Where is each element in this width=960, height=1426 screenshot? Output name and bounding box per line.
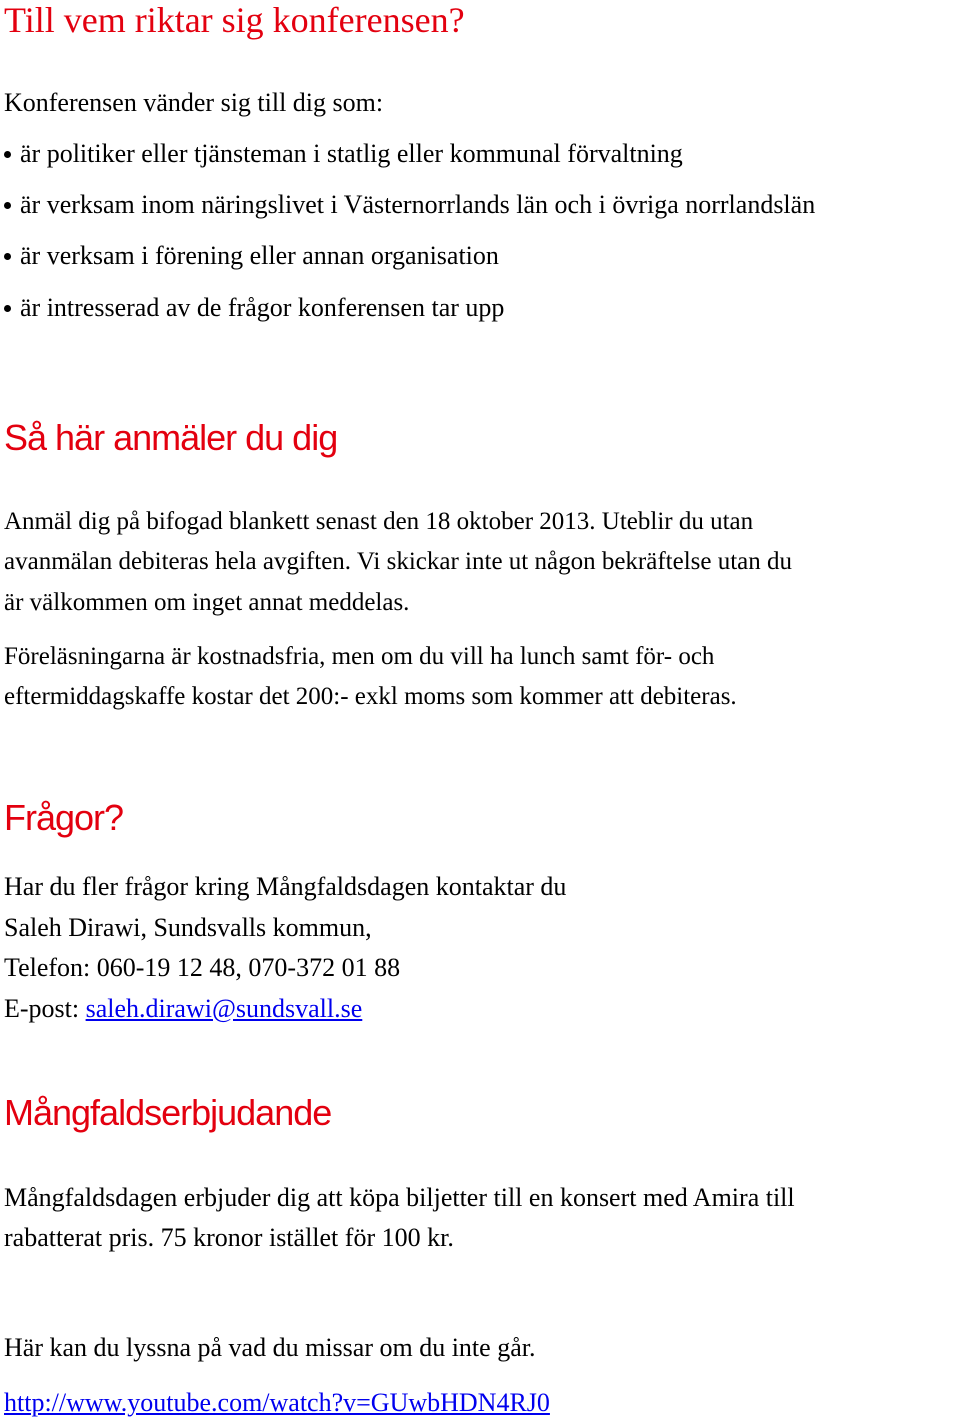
contact-email-row [4,994,362,1024]
list-item [4,190,815,220]
offer-line: rabatterat pris. 75 kronor istället för 100 kr. [4,1223,454,1252]
bullet-icon [4,253,11,260]
bullet-icon [4,151,11,158]
list-item-text: är verksam i förening eller annan organisation [20,241,499,270]
contact-name: Saleh Dirawi, Sundsvalls kommun, [4,913,372,942]
heading-registration: Så här anmäler du dig [4,417,338,458]
paragraph-line: avanmälan debiteras hela avgiften. Vi skickar inte ut någon bekräftelse utan du [4,548,793,575]
list-item [4,139,683,169]
bullet-icon [4,202,11,209]
intro-text: Konferensen vänder sig till dig som: [4,88,384,117]
listen-text: Här kan du lyssna på vad du missar om du inte går. [4,1333,536,1362]
list-item [4,293,504,323]
paragraph-line: är välkommen om inget annat meddelas. [4,589,410,616]
contact-line: Har du fler frågor kring Mångfaldsdagen kontaktar du [4,872,567,901]
paragraph-line: eftermiddagskaffe kostar det 200:- exkl moms som kommer att debiteras. [4,683,737,710]
list-item-text: är politiker eller tjänsteman i statlig eller kommunal förvaltning [20,139,683,168]
offer-line: Mångfaldsdagen erbjuder dig att köpa biljetter till en konsert med Amira till [4,1183,795,1212]
heading-diversity-offer: Mångfaldserbjudande [4,1092,332,1133]
heading-target-audience: Till vem riktar sig konferensen? [4,0,465,40]
youtube-row [4,1388,550,1418]
paragraph-line: Anmäl dig på bifogad blankett senast den 18 oktober 2013. Uteblir du utan [4,508,754,535]
bullet-icon [4,305,11,312]
list-item [4,241,499,271]
list-item-text: är intresserad av de frågor konferensen tar upp [20,293,505,322]
email-label: E-post: [4,994,86,1023]
email-link[interactable]: saleh.dirawi@sundsvall.se [85,994,363,1023]
heading-questions: Frågor? [4,797,124,838]
list-item-text: är verksam inom näringslivet i Västernorrlands län och i övriga norrlandslän [20,190,816,219]
contact-phone: Telefon: 060-19 12 48, 070-372 01 88 [4,953,401,982]
paragraph-line: Föreläsningarna är kostnadsfria, men om du vill ha lunch samt för- och [4,643,715,670]
youtube-link[interactable]: http://www.youtube.com/watch?v=GUwbHDN4RJ0 [4,1388,550,1417]
